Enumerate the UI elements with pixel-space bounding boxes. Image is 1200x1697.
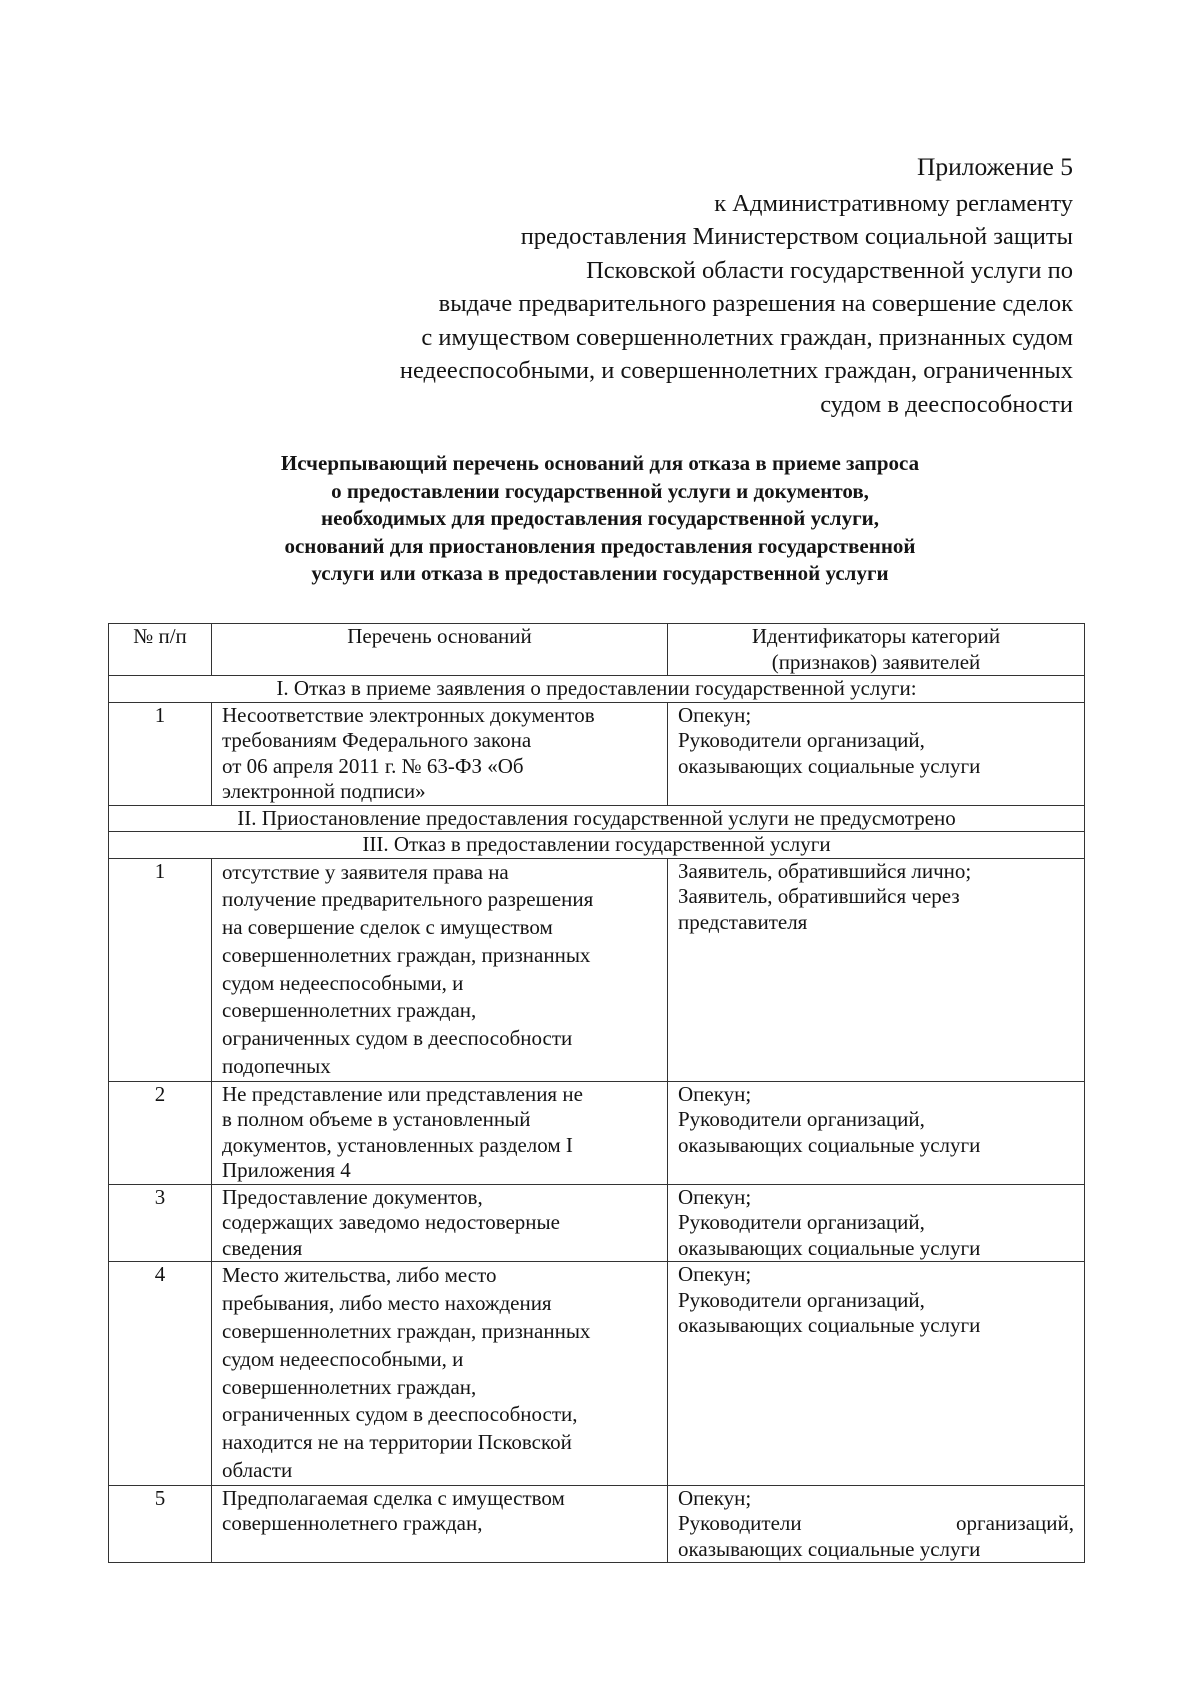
row-grounds: [212, 1262, 668, 1485]
section-row: [109, 676, 1085, 703]
row-grounds-line: отсутствие у заявителя права на: [222, 859, 509, 884]
row-grounds-line: совершеннолетних граждан,: [222, 998, 477, 1023]
row-grounds-line: области: [222, 1457, 293, 1482]
row-grounds-line: судом недееспособными, и: [222, 970, 464, 995]
row-identifiers-line: Руководители организаций,: [678, 1210, 925, 1235]
table-row: [109, 1184, 1085, 1262]
grounds-table: [108, 623, 1085, 1563]
table-header-row: [109, 624, 1085, 676]
appendix-line: Псковской области государственной услуги по: [586, 256, 1073, 284]
row-number: 4: [109, 1262, 212, 1485]
row-grounds-line: совершеннолетних граждан,: [222, 1374, 477, 1399]
row-identifiers-line: Опекун;: [678, 702, 752, 727]
table-row: [109, 858, 1085, 1081]
row-number: 2: [109, 1081, 212, 1184]
row-identifiers-line: Заявитель, обратившийся через: [678, 884, 960, 908]
row-identifiers-line: представителя: [678, 909, 808, 934]
row-grounds-line: Место жительства, либо место: [222, 1263, 497, 1288]
row-identifiers-line: оказывающих социальные услуги: [678, 1132, 981, 1157]
row-grounds-line: Предоставление документов,: [222, 1184, 483, 1209]
row-identifiers: [668, 1184, 1085, 1262]
row-grounds-line: электронной подписи»: [222, 779, 426, 803]
appendix-line: предоставления Министерством социальной защиты: [520, 223, 1073, 250]
appendix-line: судом в дееспособности: [820, 390, 1073, 418]
row-grounds-line: совершеннолетних граждан, признанных: [222, 1318, 591, 1343]
row-grounds: [212, 858, 668, 1081]
section-row: [109, 805, 1085, 832]
row-grounds-line: пребывания, либо место нахождения: [222, 1291, 552, 1316]
row-identifiers-line: оказывающих социальные услуги: [678, 753, 981, 778]
section-row: [109, 832, 1085, 859]
row-grounds-line: в полном объеме в установленный: [222, 1107, 531, 1132]
row-grounds-line: от 06 апреля 2011 г. № 63-ФЗ «Об: [222, 753, 524, 778]
row-grounds-line: совершеннолетних граждан, признанных: [222, 942, 591, 967]
header-identifiers-line: (признаков) заявителей: [771, 649, 981, 674]
row-grounds-line: требованиям Федерального закона: [222, 728, 532, 752]
row-identifiers-line: Руководители организаций,: [678, 728, 925, 752]
row-identifiers-line: оказывающих социальные услуги: [678, 1235, 981, 1260]
row-grounds-line: судом недееспособными, и: [222, 1346, 464, 1371]
table-row: [109, 1485, 1085, 1563]
table-row: [109, 702, 1085, 805]
row-grounds-line: получение предварительного разрешения: [222, 887, 594, 912]
row-identifiers: [668, 1262, 1085, 1485]
section-title-1: I. Отказ в приеме заявления о предоставлении государственной услуги:: [109, 676, 1085, 703]
row-grounds: [212, 1184, 668, 1262]
section-title-2: II. Приостановление предоставления государственной услуги не предусмотрено: [109, 805, 1085, 832]
row-grounds-line: подопечных: [222, 1054, 331, 1079]
row-grounds-line: содержащих заведомо недостоверные: [222, 1210, 560, 1235]
header-grounds: Перечень оснований: [212, 624, 668, 676]
appendix-line: недееспособными, и совершеннолетних граждан, ограниченных: [399, 357, 1073, 384]
appendix-line: с имуществом совершеннолетних граждан, признанных судом: [421, 323, 1073, 351]
row-grounds-line: документов, установленных разделом I: [222, 1132, 573, 1157]
table-row: [109, 1081, 1085, 1184]
row-grounds-line: ограниченных судом в дееспособности,: [222, 1402, 578, 1427]
row-identifiers-line: оказывающих социальные услуги: [678, 1536, 981, 1561]
header-identifiers-line: Идентификаторы категорий: [751, 624, 1001, 648]
header-identifiers: [668, 624, 1085, 676]
row-number: 1: [109, 858, 212, 1081]
row-identifiers-line: Заявитель, обратившийся лично;: [678, 858, 972, 883]
row-identifiers-line: Опекун;: [678, 1485, 752, 1510]
row-grounds-line: совершеннолетнего граждан,: [222, 1511, 483, 1536]
row-identifiers-line: Руководители организаций,: [678, 1287, 925, 1312]
appendix-title: Приложение 5: [917, 152, 1073, 181]
row-identifiers-line: Опекун;: [678, 1081, 752, 1106]
appendix-block: [313, 150, 1073, 421]
row-identifiers-line: Опекун;: [678, 1262, 752, 1287]
row-identifiers: [668, 858, 1085, 1081]
header-num: № п/п: [109, 624, 212, 676]
row-identifiers: [668, 1081, 1085, 1184]
appendix-line: к Административному регламенту: [714, 189, 1073, 217]
row-number: 1: [109, 702, 212, 805]
appendix-line: выдаче предварительного разрешения на совершение сделок: [438, 290, 1073, 317]
row-grounds: [212, 1485, 668, 1563]
heading-line: оснований для приостановления предоставления государственной: [284, 533, 916, 558]
row-identifiers: [668, 1485, 1085, 1563]
table-row: [109, 1262, 1085, 1485]
row-number: 3: [109, 1184, 212, 1262]
row-grounds: [212, 1081, 668, 1184]
row-identifiers-line: оказывающих социальные услуги: [678, 1313, 981, 1338]
row-identifiers: [668, 702, 1085, 805]
row-grounds-line: ограниченных судом в дееспособности: [222, 1026, 573, 1051]
heading-line: о предоставлении государственной услуги и документов,: [331, 478, 869, 503]
row-grounds-line: Приложения 4: [222, 1158, 351, 1183]
row-identifiers-line: Опекун;: [678, 1184, 752, 1209]
row-identifiers-line: Руководители организаций,: [678, 1511, 1074, 1536]
row-grounds-line: Не представление или представления не: [222, 1081, 583, 1106]
row-grounds-line: находится не на территории Псковской: [222, 1430, 572, 1455]
row-grounds-line: Несоответствие электронных документов: [222, 702, 595, 727]
row-grounds-line: Предполагаемая сделка с имуществом: [222, 1485, 565, 1510]
row-grounds-line: сведения: [222, 1235, 303, 1260]
document-heading: [150, 450, 1050, 588]
section-title-3: III. Отказ в предоставлении государственной услуги: [109, 832, 1085, 859]
heading-line: необходимых для предоставления государственной услуги,: [321, 506, 879, 530]
heading-line: услуги или отказа в предоставлении государственной услуги: [311, 561, 889, 585]
row-identifiers-line: Руководители организаций,: [678, 1107, 925, 1132]
heading-line: Исчерпывающий перечень оснований для отказа в приеме запроса: [280, 451, 920, 475]
row-grounds: [212, 702, 668, 805]
row-grounds-line: на совершение сделок с имуществом: [222, 915, 553, 940]
row-number: 5: [109, 1485, 212, 1563]
